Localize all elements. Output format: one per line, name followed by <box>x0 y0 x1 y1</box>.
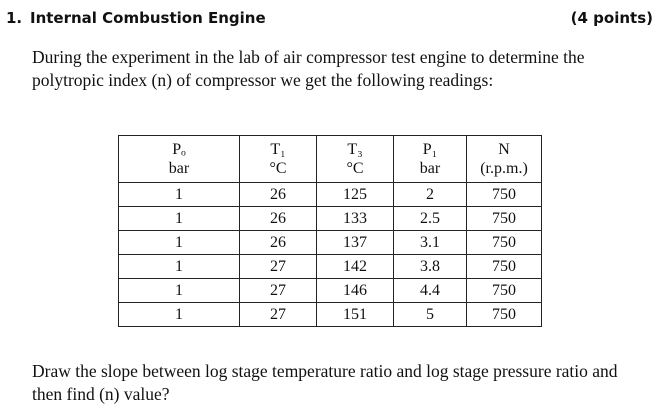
table-cell: 133 <box>317 207 394 231</box>
table-cell: 26 <box>240 231 317 255</box>
table-cell: 1 <box>119 207 240 231</box>
header-symbol: P₁ <box>422 141 438 158</box>
header-unit: bar <box>168 160 190 177</box>
header-symbol: T₁ <box>270 141 286 158</box>
table-cell: 125 <box>317 183 394 207</box>
table-row <box>119 303 542 327</box>
table-cell: 27 <box>240 279 317 303</box>
table-cell: 1 <box>119 279 240 303</box>
table-cell: 3.1 <box>394 231 467 255</box>
table-cell: 750 <box>467 255 542 279</box>
table-row <box>119 231 542 255</box>
header-symbol: Pₒ <box>172 141 186 158</box>
table-cell: 4.4 <box>394 279 467 303</box>
header-symbol: N <box>498 141 510 158</box>
table-cell: 750 <box>467 303 542 327</box>
header-n <box>467 136 542 183</box>
table-row <box>119 279 542 303</box>
header-p1 <box>394 136 467 183</box>
header-unit: (r.p.m.) <box>480 160 528 177</box>
header-t3 <box>317 136 394 183</box>
table-cell: 750 <box>467 207 542 231</box>
table-cell: 146 <box>317 279 394 303</box>
table-cell: 1 <box>119 183 240 207</box>
table-cell: 2 <box>394 183 467 207</box>
question-points: (4 points) <box>570 9 653 27</box>
table-cell: 27 <box>240 255 317 279</box>
table-cell: 1 <box>119 255 240 279</box>
table-cell: 26 <box>240 183 317 207</box>
table-cell: 750 <box>467 279 542 303</box>
header-p0 <box>119 136 240 183</box>
header-unit: bar <box>419 160 441 177</box>
question-paragraph: Draw the slope between log stage temperature ratio and log stage pressure ratio and then find (n) value? <box>32 361 618 404</box>
table-cell: 750 <box>467 183 542 207</box>
table-cell: 151 <box>317 303 394 327</box>
header-unit: °C <box>269 160 287 177</box>
table-cell: 1 <box>119 231 240 255</box>
intro-paragraph: During the experiment in the lab of air compressor test engine to determine the polytropic index (n) of compressor we get the following readings: <box>32 47 585 90</box>
table-cell: 137 <box>317 231 394 255</box>
table-row <box>119 207 542 231</box>
table-header-row <box>119 136 542 183</box>
question-title: Internal Combustion Engine <box>30 9 266 27</box>
header-t1 <box>240 136 317 183</box>
table-cell: 142 <box>317 255 394 279</box>
table-row <box>119 255 542 279</box>
table-cell: 5 <box>394 303 467 327</box>
table-cell: 750 <box>467 231 542 255</box>
header-symbol: T₃ <box>347 141 363 158</box>
question-header <box>6 6 655 30</box>
table-cell: 1 <box>119 303 240 327</box>
question-number: 1. <box>6 9 23 27</box>
table-row <box>119 183 542 207</box>
table-cell: 2.5 <box>394 207 467 231</box>
table-cell: 3.8 <box>394 255 467 279</box>
table-cell: 27 <box>240 303 317 327</box>
readings-table <box>118 135 542 327</box>
header-unit: °C <box>346 160 364 177</box>
table-cell: 26 <box>240 207 317 231</box>
